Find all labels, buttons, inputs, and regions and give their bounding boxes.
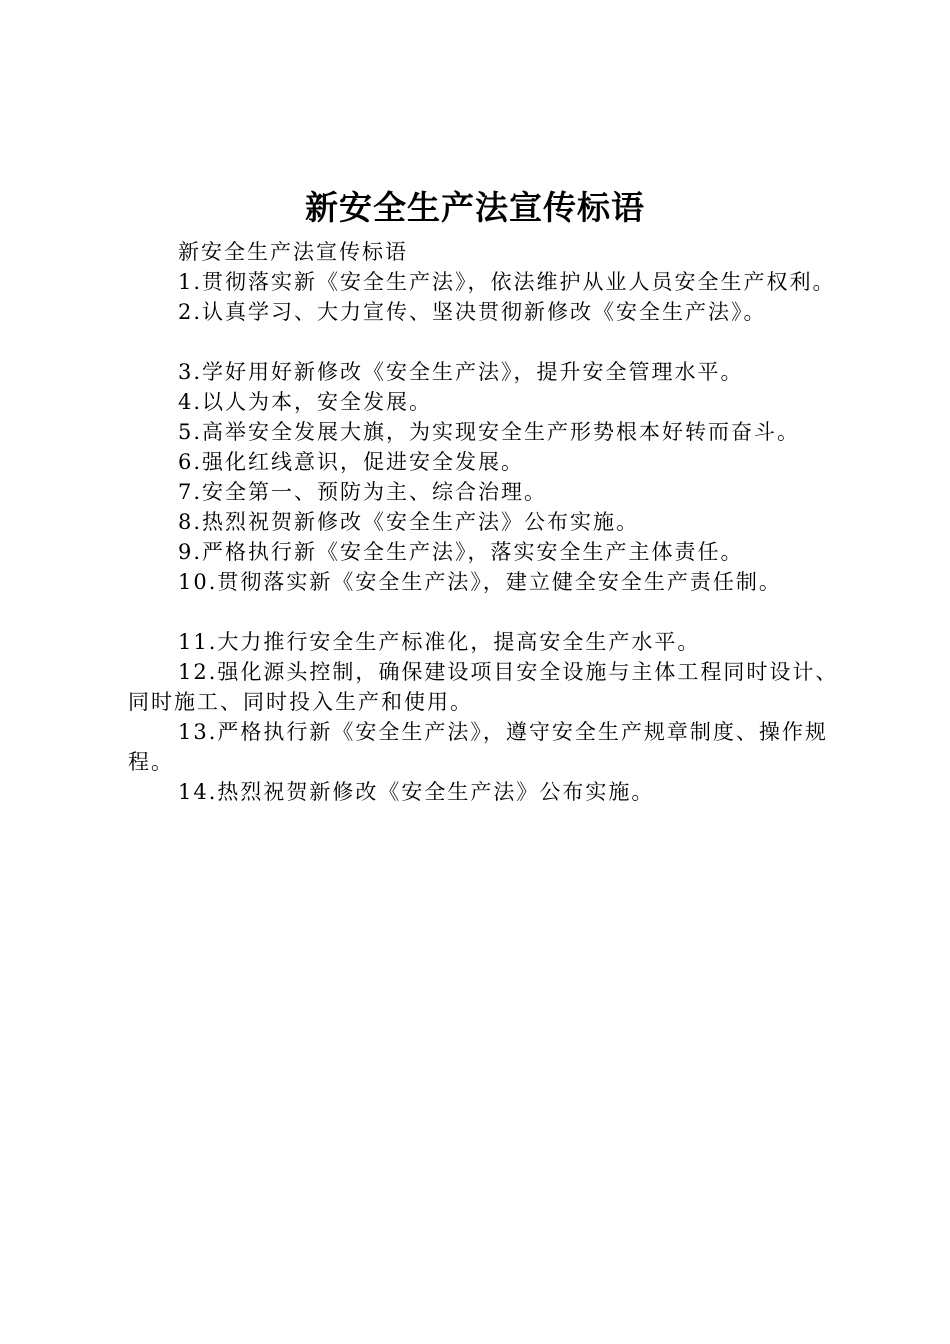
slogan-item-1: 1.贯彻落实新《安全生产法》，依法维护从业人员安全生产权利。 bbox=[178, 270, 836, 294]
slogan-item-6: 6.强化红线意识，促进安全发展。 bbox=[178, 450, 525, 474]
slogan-item-9: 9.严格执行新《安全生产法》，落实安全生产主体责任。 bbox=[178, 540, 744, 564]
slogan-item-2: 2.认真学习、大力宣传、坚决贯彻新修改《安全生产法》。 bbox=[178, 300, 767, 324]
slogan-item-5: 5.高举安全发展大旗，为实现安全生产形势根本好转而奋斗。 bbox=[178, 420, 801, 444]
document-title: 新安全生产法宣传标语 bbox=[305, 188, 645, 227]
slogan-item-13: 13.严格执行新《安全生产法》，遵守安全生产规章制度、操作规程。 bbox=[128, 720, 828, 774]
slogan-item-11: 11.大力推行安全生产标准化，提高安全生产水平。 bbox=[178, 630, 701, 654]
subtitle-paragraph: 新安全生产法宣传标语 bbox=[178, 240, 408, 264]
document-body bbox=[128, 237, 848, 807]
slogan-item-14: 14.热烈祝贺新修改《安全生产法》公布实施。 bbox=[178, 780, 655, 804]
slogan-item-3: 3.学好用好新修改《安全生产法》，提升安全管理水平。 bbox=[178, 360, 744, 384]
slogan-item-7: 7.安全第一、预防为主、综合治理。 bbox=[178, 480, 548, 504]
slogan-item-4: 4.以人为本，安全发展。 bbox=[178, 390, 433, 414]
slogan-item-10: 10.贯彻落实新《安全生产法》，建立健全安全生产责任制。 bbox=[178, 570, 782, 594]
slogan-item-12: 12.强化源头控制，确保建设项目安全设施与主体工程同时设计、同时施工、同时投入生产和使用。 bbox=[128, 660, 839, 714]
slogan-item-8: 8.热烈祝贺新修改《安全生产法》公布实施。 bbox=[178, 510, 640, 534]
